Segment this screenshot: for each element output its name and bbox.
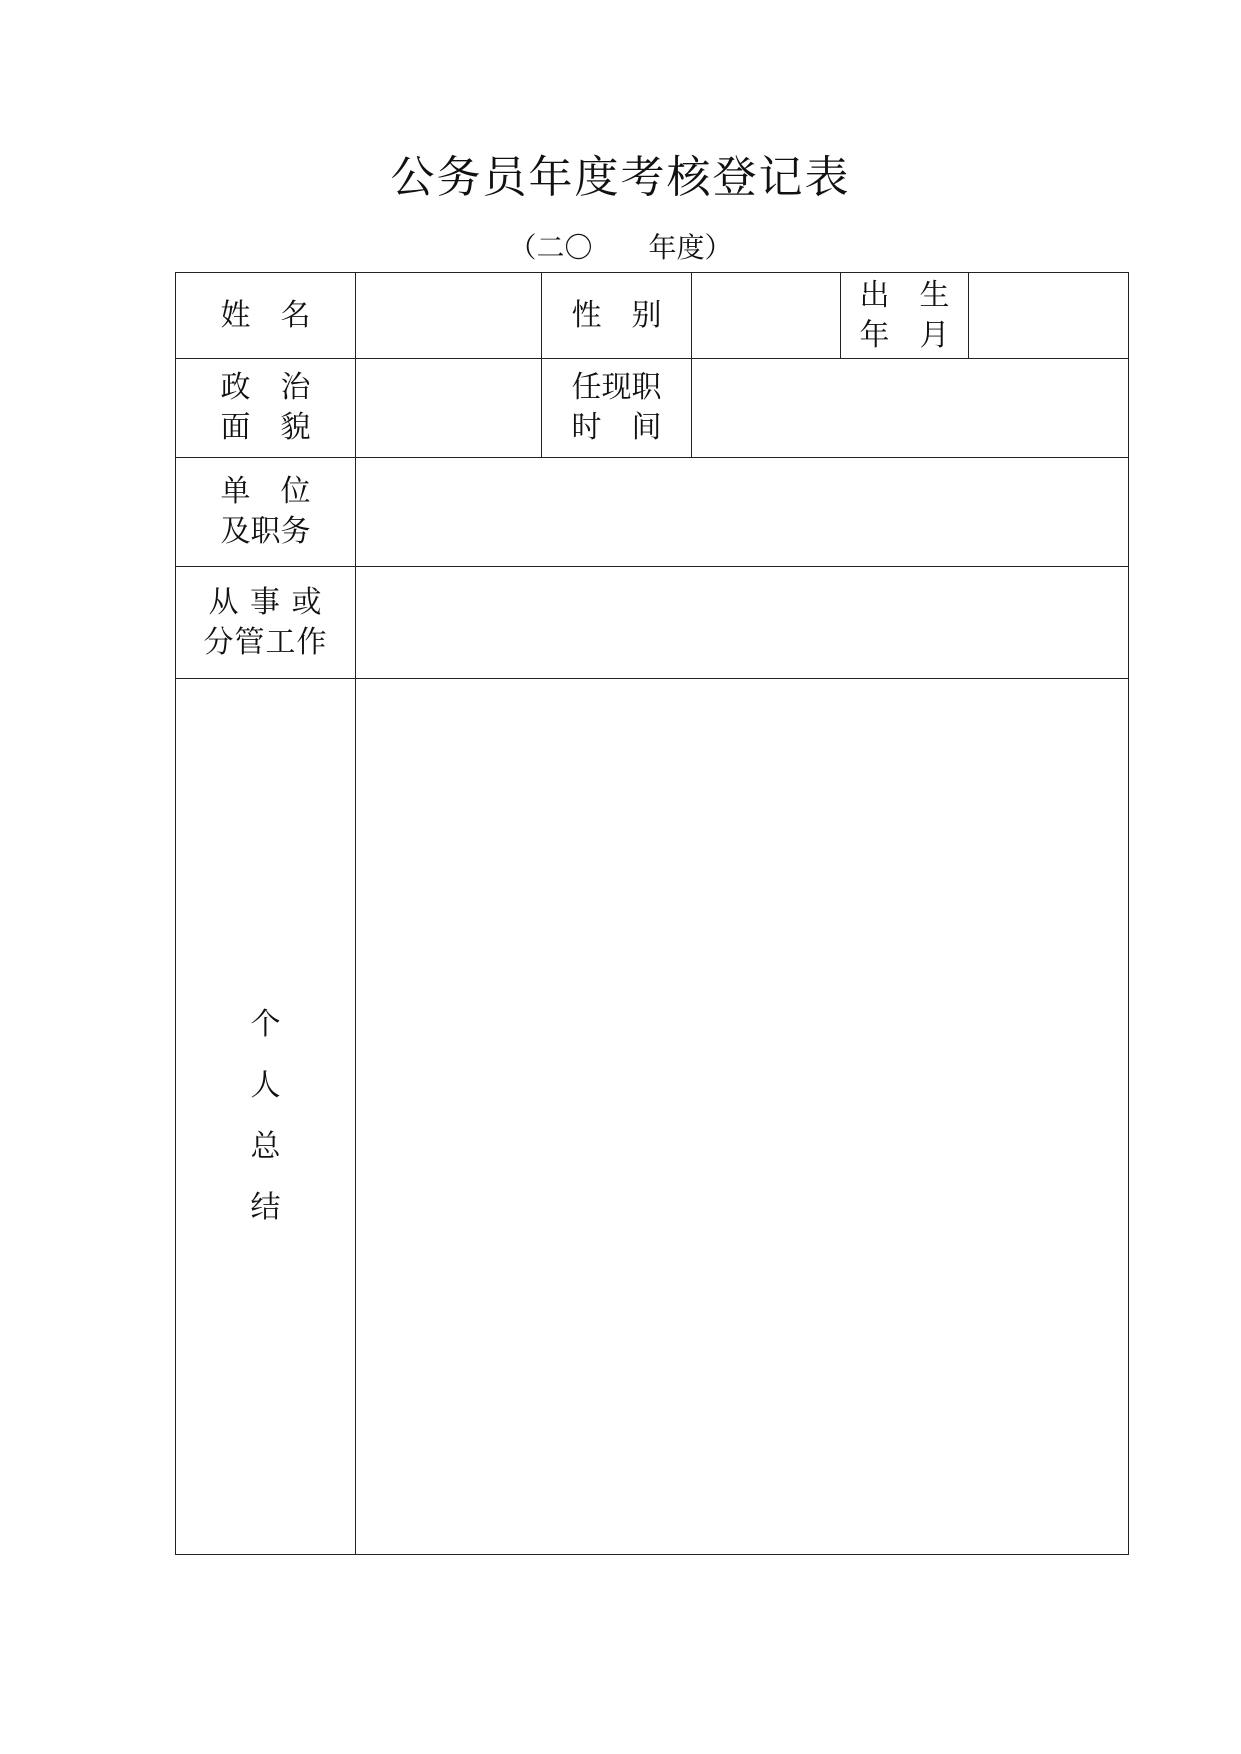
gender-label-cell <box>542 273 692 359</box>
row-personal-summary <box>176 679 1129 1555</box>
summary-field[interactable] <box>356 679 1129 1555</box>
form-year-subtitle: （二〇 年度） <box>508 231 733 264</box>
summary-label <box>176 1005 355 1228</box>
summary-label-char: 个 <box>250 1007 281 1042</box>
work-label-line1: 从 事 或 <box>208 584 323 620</box>
name-label: 姓 名 <box>220 297 311 333</box>
unit-field[interactable] <box>356 458 1129 567</box>
birth-label-cell <box>841 273 969 359</box>
summary-label-char: 结 <box>250 1190 281 1225</box>
summary-label-char: 人 <box>250 1068 281 1103</box>
tenure-label-cell <box>542 359 692 458</box>
tenure-label-line2: 时 间 <box>571 410 662 445</box>
form-title: 公务员年度考核登记表 <box>390 152 851 203</box>
unit-label-line1: 单 位 <box>220 474 311 509</box>
unit-label-line2: 及职务 <box>220 514 311 549</box>
row-work-scope <box>176 567 1129 679</box>
name-field[interactable] <box>356 273 542 359</box>
political-label-cell <box>176 359 356 458</box>
birth-label-line1: 出 生 <box>859 277 950 313</box>
row-political-tenure <box>176 359 1129 458</box>
work-label-cell <box>176 567 356 679</box>
unit-label-cell <box>176 458 356 567</box>
tenure-label-line1: 任现职 <box>571 370 662 405</box>
appraisal-form-table <box>175 272 1129 1555</box>
work-field[interactable] <box>356 567 1129 679</box>
row-basic-info <box>176 273 1129 359</box>
name-label-cell <box>176 273 356 359</box>
political-label-line1: 政 治 <box>220 370 311 405</box>
political-label-line2: 面 貌 <box>220 410 311 445</box>
political-field[interactable] <box>356 359 542 458</box>
row-unit-position <box>176 458 1129 567</box>
birth-field[interactable] <box>969 273 1129 359</box>
summary-label-char: 总 <box>250 1129 281 1164</box>
tenure-field[interactable] <box>692 359 1129 458</box>
gender-field[interactable] <box>692 273 841 359</box>
gender-label: 性 别 <box>571 297 662 333</box>
summary-label-cell <box>176 679 356 1555</box>
work-label-line2: 分管工作 <box>203 624 328 660</box>
birth-label-line2: 年 月 <box>859 317 950 353</box>
